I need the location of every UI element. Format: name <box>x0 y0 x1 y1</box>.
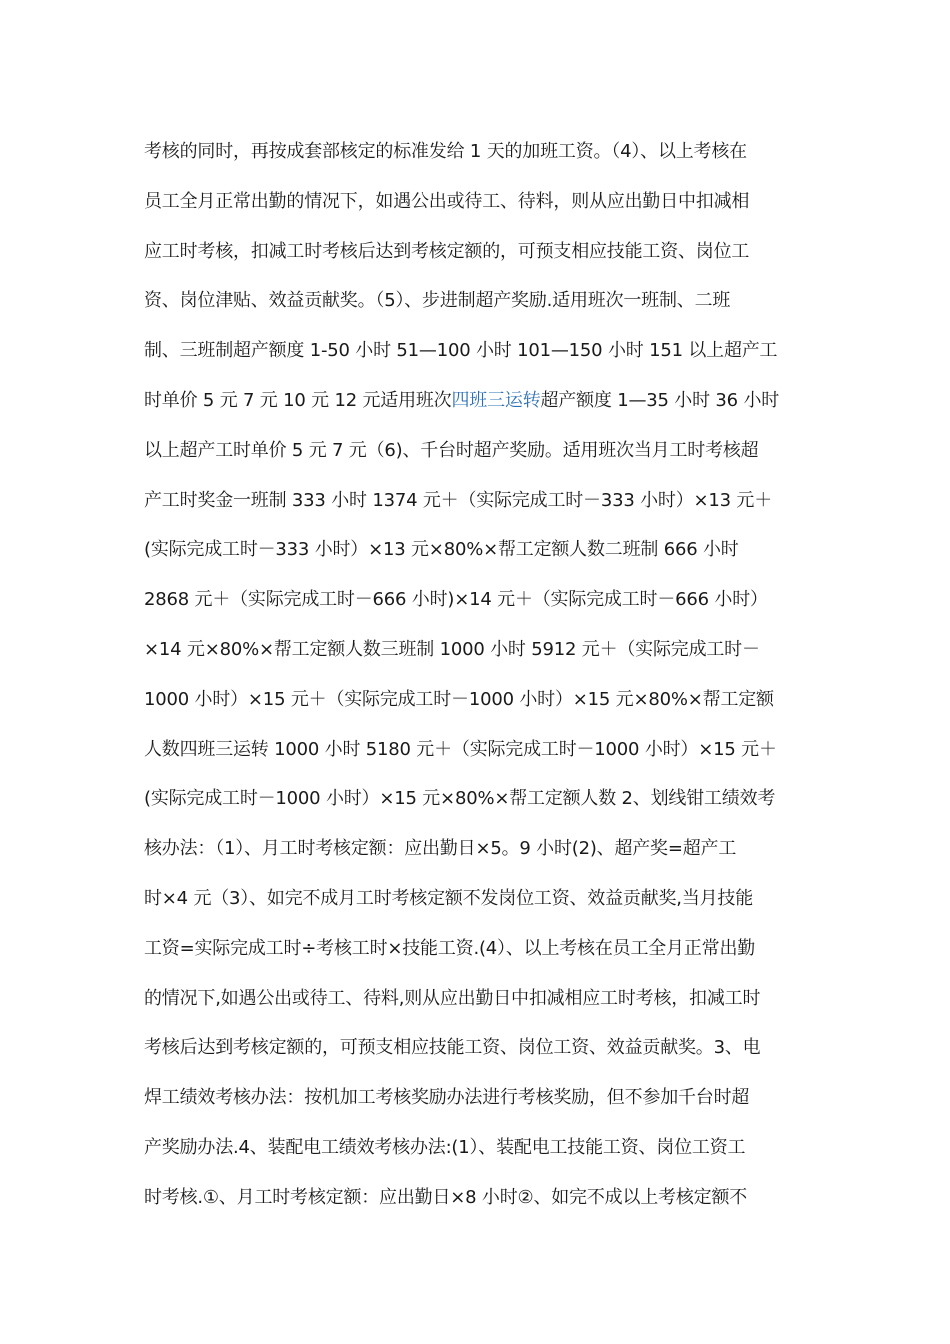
text-line: 员工全月正常出勤的情况下，如遇公出或待工、待料，则从应出勤日中扣减相 <box>144 190 750 212</box>
text-line: 制、三班制超产额度 1-50 小时 51—100 小时 101—150 小时 151 以上超产工 <box>144 340 778 362</box>
text-line: 产工时奖金一班制 333 小时 1374 元＋（实际完成工时－333 小时）×13 元＋ <box>144 489 773 511</box>
text-line <box>144 383 824 433</box>
text-line: 核办法：（1）、月工时考核定额：应出勤日×5。9 小时(2)、超产奖=超产工 <box>144 838 737 860</box>
text-line: 2868 元＋（实际完成工时－666 小时)×14 元＋（实际完成工时－666 小时） <box>144 589 768 611</box>
text-segment: 超产额度 1—35 小时 36 小时 <box>540 389 780 411</box>
text-line: 应工时考核，扣减工时考核后达到考核定额的，可预支相应技能工资、岗位工 <box>144 240 750 262</box>
body-text <box>144 134 824 1230</box>
text-line: 的情况下,如遇公出或待工、待料,则从应出勤日中扣减相应工时考核，扣减工时 <box>144 987 761 1009</box>
text-line: 时考核.①、月工时考核定额：应出勤日×8 小时②、如完不成以上考核定额不 <box>144 1186 748 1208</box>
hyperlink[interactable]: 四班三运转 <box>451 389 541 411</box>
text-line: 人数四班三运转 1000 小时 5180 元＋（实际完成工时－1000 小时）×15 元＋ <box>144 738 777 760</box>
text-line: 考核后达到考核定额的，可预支相应技能工资、岗位工资、效益贡献奖。3、电 <box>144 1037 761 1059</box>
text-line: 时×4 元（3）、如完不成月工时考核定额不发岗位工资、效益贡献奖,当月技能 <box>144 887 754 909</box>
text-line: 1000 小时）×15 元＋（实际完成工时－1000 小时）×15 元×80%×帮工定额 <box>144 688 774 710</box>
text-line: 工资=实际完成工时÷考核工时×技能工资.(4）、以上考核在员工全月正常出勤 <box>144 937 756 959</box>
text-line: (实际完成工时－1000 小时）×15 元×80%×帮工定额人数 2、划线钳工绩效考 <box>144 788 776 810</box>
text-line: 以上超产工时单价 5 元 7 元（6)、千台时超产奖励。适用班次当月工时考核超 <box>144 439 759 461</box>
text-segment: 时单价 5 元 7 元 10 元 12 元适用班次 <box>144 389 452 411</box>
text-line: ×14 元×80%×帮工定额人数三班制 1000 小时 5912 元＋（实际完成工时－ <box>144 638 760 660</box>
text-line: 考核的同时，再按成套部核定的标准发给 1 天的加班工资。（4）、以上考核在 <box>144 141 747 162</box>
text-line: 产奖励办法.4、装配电工绩效考核办法:(1）、装配电工技能工资、岗位工资工 <box>144 1136 746 1158</box>
text-line: 焊工绩效考核办法：按机加工考核奖励办法进行考核奖励，但不参加千台时超 <box>144 1087 750 1109</box>
text-line: (实际完成工时－333 小时）×13 元×80%×帮工定额人数二班制 666 小时 <box>144 539 739 561</box>
text-line: 资、岗位津贴、效益贡献奖。（5）、步进制超产奖励.适用班次一班制、二班 <box>144 290 731 312</box>
